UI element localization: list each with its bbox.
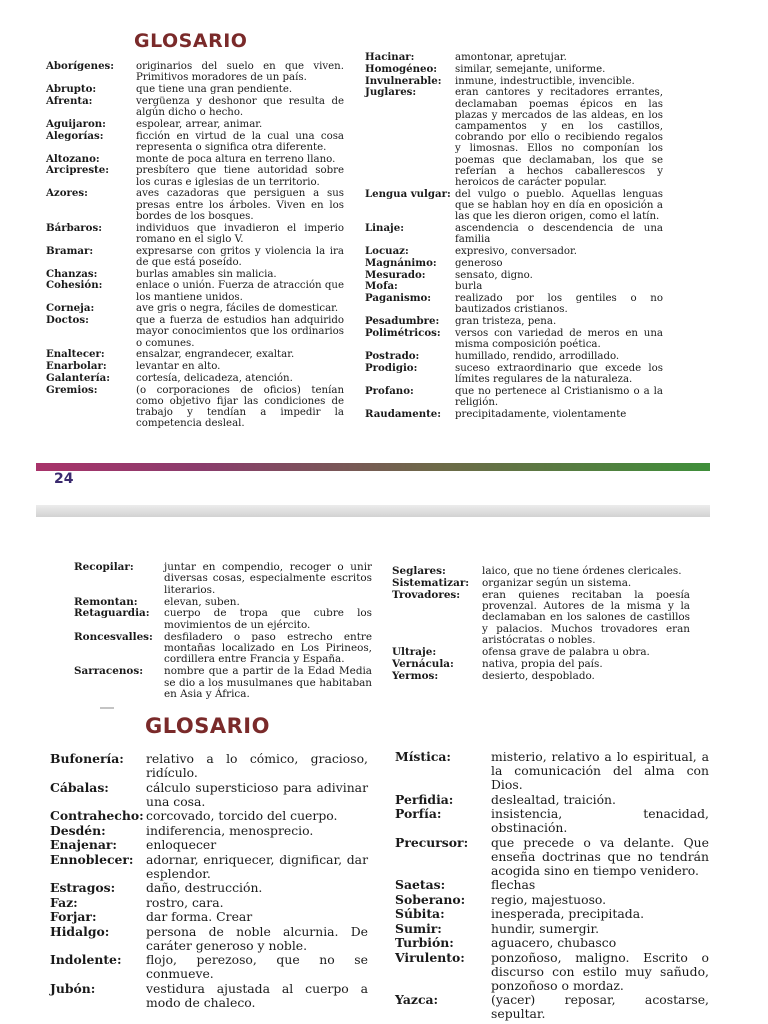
glossary-term: Chanzas: bbox=[46, 267, 98, 280]
glossary-list-page2b-right bbox=[395, 750, 709, 1022]
glossary-definition: individuos que invadieron el imperio romano en el siglo V. bbox=[136, 222, 344, 245]
glossary-definition: misterio, relativo a lo espiritual, a la comunicación del alma con Dios. bbox=[491, 749, 709, 792]
glossary-entry bbox=[46, 269, 344, 280]
glossary-entry bbox=[46, 246, 344, 268]
glossary-entry bbox=[365, 270, 663, 281]
glossary-term: Galantería: bbox=[46, 371, 110, 384]
glossary-definition: (yacer) reposar, acostarse, sepultar. bbox=[491, 992, 709, 1021]
glossary-term: Homogéneo: bbox=[365, 62, 438, 75]
glossary-term: Yazca: bbox=[395, 992, 439, 1007]
glossary-definition: generoso bbox=[455, 257, 503, 269]
glossary-term: Mística: bbox=[395, 749, 451, 764]
glossary-entry bbox=[395, 951, 709, 993]
glossary-term: Bufonería: bbox=[50, 751, 124, 766]
glossary-definition: aguacero, chubasco bbox=[491, 935, 617, 950]
glossary-term: Profano: bbox=[365, 384, 414, 397]
glossary-list-page2a-left bbox=[74, 562, 372, 701]
glossary-entry bbox=[46, 280, 344, 302]
glossary-definition: levantar en alto. bbox=[136, 361, 221, 373]
glossary-term: Porfía: bbox=[395, 806, 442, 821]
glossary-term: Precursor: bbox=[395, 834, 469, 850]
glossary-entry bbox=[365, 76, 663, 87]
glossary-definition: ascendencia o descendencia de una familia bbox=[455, 223, 663, 246]
glossary-definition: expresivo, conversador. bbox=[455, 246, 578, 258]
glossary-definition: versos con variedad de meros en una misma composición poética. bbox=[455, 328, 663, 351]
glossary-definition: cortesía, delicadeza, atención. bbox=[136, 372, 293, 384]
glossary-entry bbox=[365, 246, 663, 257]
glossary-term: Mofa: bbox=[365, 280, 398, 293]
glossary-definition: enloquecer bbox=[146, 837, 217, 852]
glossary-definition: del vulgo o pueblo. Aquellas lenguas que se hablan hoy en día en oposición a las que les dieron origen, como el latín. bbox=[455, 188, 663, 223]
glossary-definition: ave gris o negra, fáciles de domesticar. bbox=[136, 303, 339, 315]
glossary-term: Hacinar: bbox=[365, 51, 415, 63]
glossary-entry bbox=[46, 131, 344, 153]
glossary-term: Lengua vulgar: bbox=[365, 187, 451, 200]
glossary-list-page2b-left bbox=[50, 752, 368, 1010]
glossary-definition: juntar en compendio, recoger o unir diversas cosas, especialmente escritos literarios. bbox=[164, 561, 372, 596]
glossary-definition: realizado por los gentiles o no bautizados cristianos. bbox=[455, 293, 663, 316]
glossary-entry bbox=[74, 632, 372, 666]
glossary-term: Indolente: bbox=[50, 952, 122, 967]
glossary-entry bbox=[365, 351, 663, 362]
glossary-entry bbox=[50, 809, 368, 823]
glossary-definition: sensato, digno. bbox=[455, 269, 533, 281]
glossary-entry bbox=[74, 597, 372, 608]
glossary-entry bbox=[365, 293, 663, 315]
glossary-definition: desierto, despoblado. bbox=[482, 669, 595, 682]
glossary-entry bbox=[395, 750, 709, 792]
glossary-entry bbox=[50, 752, 368, 780]
glossary-entry bbox=[392, 671, 690, 682]
page-number: 24 bbox=[54, 471, 74, 487]
glossary-entry bbox=[395, 936, 709, 950]
glossary-term: Yermos: bbox=[392, 669, 439, 682]
glossary-definition: dar forma. Crear bbox=[146, 909, 253, 924]
glossary-definition: nombre que a partir de la Edad Media se dio a los musulmanes que habitaban en Asia y África. bbox=[164, 665, 372, 701]
glossary-term: Altozano: bbox=[46, 152, 100, 165]
glossary-term: Alegorías: bbox=[46, 129, 104, 142]
glossary-term: Súbita: bbox=[395, 906, 445, 921]
glossary-term: Bramar: bbox=[46, 244, 94, 257]
glossary-definition: aves cazadoras que persiguen a sus presas entre los árboles. Viven en los bordes de los bosques. bbox=[136, 188, 344, 222]
glossary-entry bbox=[365, 223, 663, 245]
glossary-term: Cohesión: bbox=[46, 279, 103, 292]
glossary-term: Pesadumbre: bbox=[365, 315, 440, 328]
glossary-definition: adornar, enriquecer, dignificar, dar esplendor. bbox=[146, 851, 368, 881]
glossary-term: Enaltecer: bbox=[46, 348, 105, 361]
glossary-list-page2a-right bbox=[392, 566, 690, 682]
glossary-definition: inesperada, precipitada. bbox=[491, 906, 645, 921]
glossary-term: Polimétricos: bbox=[365, 327, 441, 339]
glossary-entry bbox=[365, 64, 663, 75]
glossary-entry bbox=[392, 578, 690, 589]
glossary-title-page1: GLOSARIO bbox=[134, 30, 248, 52]
glossary-entry bbox=[50, 824, 368, 838]
glossary-term: Linaje: bbox=[365, 222, 404, 235]
glossary-term: Prodigio: bbox=[365, 361, 418, 374]
glossary-definition: rostro, cara. bbox=[146, 894, 224, 910]
glossary-entry bbox=[395, 907, 709, 921]
glossary-entry bbox=[46, 119, 344, 130]
glossary-definition: eran quienes recitaban la poesía provenzal. Autores de la misma y la declamaban en los salones de castillos y palacios. Muchos trovadores eran aristócratas o nobles. bbox=[482, 588, 690, 647]
glossary-entry bbox=[74, 562, 372, 596]
glossary-definition: ensalzar, engrandecer, exaltar. bbox=[136, 349, 295, 361]
glossary-entry bbox=[46, 303, 344, 314]
glossary-entry bbox=[50, 853, 368, 881]
glossary-term: Enarbolar: bbox=[46, 360, 107, 373]
glossary-term: Contrahecho: bbox=[50, 808, 144, 823]
glossary-definition: cálculo supersticioso para adivinar una cosa. bbox=[146, 779, 368, 809]
glossary-entry bbox=[50, 953, 368, 981]
glossary-definition: espolear, arrear, animar. bbox=[136, 118, 263, 130]
glossary-term: Sistematizar: bbox=[392, 576, 470, 589]
glossary-term: Ennoblecer: bbox=[50, 851, 134, 867]
glossary-entry bbox=[50, 881, 368, 895]
glossary-entry bbox=[365, 87, 663, 188]
glossary-definition: flojo, perezoso, que no se conmueve. bbox=[146, 952, 368, 981]
glossary-term: Doctos: bbox=[46, 314, 89, 327]
page-separator bbox=[36, 505, 710, 517]
glossary-entry bbox=[392, 647, 690, 658]
glossary-definition: que tiene una gran pendiente. bbox=[136, 84, 293, 95]
glossary-term: Abrupto: bbox=[46, 83, 97, 95]
glossary-definition: indiferencia, menosprecio. bbox=[146, 822, 314, 838]
glossary-entry bbox=[46, 385, 344, 430]
glossary-definition: amontonar, apretujar. bbox=[455, 52, 567, 63]
glossary-term: Paganismo: bbox=[365, 292, 432, 305]
glossary-entry bbox=[365, 52, 663, 63]
glossary-term: Trovadores: bbox=[392, 588, 461, 601]
glossary-entry bbox=[46, 315, 344, 349]
glossary-entry bbox=[365, 363, 663, 385]
glossary-definition: que precede o va delante. Que enseña doctrinas que no tendrán acogida sino en tiempo venidero. bbox=[491, 834, 709, 878]
glossary-definition: flechas bbox=[491, 877, 536, 892]
glossary-definition: gran tristeza, pena. bbox=[455, 316, 557, 328]
glossary-entry bbox=[365, 258, 663, 269]
glossary-title-page2: GLOSARIO bbox=[145, 714, 270, 738]
glossary-term: Afrenta: bbox=[46, 94, 93, 107]
glossary-entry bbox=[50, 925, 368, 953]
glossary-definition: que a fuerza de estudios han adquirido mayor conocimientos que los ordinarios o comunes. bbox=[136, 315, 344, 349]
glossary-definition: ficción en virtud de la cual una cosa representa o significa otra diferente. bbox=[136, 130, 344, 153]
glossary-term: Ultraje: bbox=[392, 646, 437, 659]
glossary-term: Soberano: bbox=[395, 891, 466, 907]
glossary-entry bbox=[395, 922, 709, 936]
glossary-term: Vernácula: bbox=[392, 657, 454, 670]
glossary-entry bbox=[46, 373, 344, 384]
glossary-definition: regio, majestuoso. bbox=[491, 891, 607, 907]
glossary-term: Turbión: bbox=[395, 935, 454, 950]
glossary-term: Perfidia: bbox=[395, 791, 454, 807]
glossary-definition: cuerpo de tropa que cubre los movimientos de un ejército. bbox=[164, 607, 372, 631]
glossary-entry bbox=[74, 666, 372, 700]
glossary-entry bbox=[50, 838, 368, 852]
glossary-entry bbox=[46, 61, 344, 83]
glossary-definition: persona de noble alcurnia. De caráter generoso y noble. bbox=[146, 923, 368, 953]
glossary-term: Remontan: bbox=[74, 595, 138, 608]
glossary-definition: burla bbox=[455, 281, 483, 293]
glossary-definition: suceso extraordinario que excede los límites regulares de la naturaleza. bbox=[455, 362, 663, 385]
glossary-entry bbox=[395, 893, 709, 907]
glossary-entry bbox=[46, 154, 344, 165]
glossary-entry bbox=[365, 409, 663, 420]
glossary-term: Arcipreste: bbox=[46, 164, 110, 177]
glossary-entry bbox=[395, 793, 709, 807]
glossary-term: Roncesvalles: bbox=[74, 630, 153, 643]
glossary-definition: daño, destrucción. bbox=[146, 880, 263, 895]
glossary-entry bbox=[365, 328, 663, 350]
glossary-definition: burlas amables sin malicia. bbox=[136, 268, 277, 280]
glossary-definition: originarios del suelo en que viven. Primitivos moradores de un país. bbox=[136, 61, 344, 84]
glossary-entry bbox=[46, 188, 344, 222]
glossary-entry bbox=[46, 361, 344, 372]
glossary-definition: laico, que no tiene órdenes clericales. bbox=[482, 565, 682, 577]
glossary-term: Corneja: bbox=[46, 302, 95, 315]
glossary-term: Sumir: bbox=[395, 920, 442, 936]
glossary-entry bbox=[46, 165, 344, 187]
glossary-entry bbox=[50, 896, 368, 910]
glossary-term: Magnánimo: bbox=[365, 256, 437, 269]
glossary-definition: precipitadamente, violentamente bbox=[455, 408, 627, 420]
glossary-definition: que no pertenece al Cristianismo o a la religión. bbox=[455, 385, 663, 408]
glossary-definition: expresarse con gritos y violencia la ira de que está poseído. bbox=[136, 245, 344, 268]
glossary-term: Recopilar: bbox=[74, 561, 134, 573]
glossary-definition: inmune, indestructible, invencible. bbox=[455, 75, 635, 87]
glossary-term: Seglares: bbox=[392, 565, 446, 577]
glossary-list-page1-left bbox=[46, 61, 344, 430]
glossary-term: Aborígenes: bbox=[46, 60, 115, 72]
glossary-entry bbox=[395, 878, 709, 892]
glossary-definition: ponzoñoso, maligno. Escrito o discurso con estilo muy sañudo, ponzoñoso o mordaz. bbox=[491, 949, 709, 993]
glossary-entry bbox=[365, 281, 663, 292]
glossary-entry bbox=[395, 807, 709, 835]
glossary-entry bbox=[50, 982, 368, 1010]
glossary-term: Retaguardia: bbox=[74, 607, 150, 620]
glossary-definition: elevan, suben. bbox=[164, 595, 240, 608]
glossary-term: Raudamente: bbox=[365, 407, 442, 420]
glossary-term: Jubón: bbox=[50, 980, 96, 996]
glossary-term: Locuaz: bbox=[365, 245, 409, 258]
glossary-definition: relativo a lo cómico, gracioso, ridículo. bbox=[146, 751, 368, 780]
glossary-definition: (o corporaciones de oficios) tenían como objetivo fijar las condiciones de trabajo y tendían a impedir la competencia desleal. bbox=[136, 384, 344, 430]
glossary-entry bbox=[392, 590, 690, 647]
glossary-definition: enlace o unión. Fuerza de atracción que los mantiene unidos. bbox=[136, 280, 344, 303]
glossary-definition: hundir, sumergir. bbox=[491, 920, 600, 936]
glossary-term: Azores: bbox=[46, 187, 88, 200]
glossary-definition: insistencia, tenacidad, obstinación. bbox=[491, 806, 709, 835]
glossary-definition: nativa, propia del país. bbox=[482, 657, 603, 670]
glossary-term: Gremios: bbox=[46, 383, 98, 396]
glossary-term: Estragos: bbox=[50, 880, 116, 895]
glossary-entry bbox=[46, 84, 344, 95]
glossary-entry bbox=[365, 316, 663, 327]
glossary-term: Saetas: bbox=[395, 877, 446, 892]
glossary-entry bbox=[395, 993, 709, 1021]
glossary-entry bbox=[50, 910, 368, 924]
glossary-entry bbox=[46, 349, 344, 360]
glossary-entry bbox=[46, 96, 344, 118]
glossary-definition: vestidura ajustada al cuerpo a modo de chaleco. bbox=[146, 980, 368, 1010]
glossary-definition: vergüenza y deshonor que resulta de algún dicho o hecho. bbox=[136, 95, 344, 118]
glossary-definition: eran cantores y recitadores errantes, declamaban poemas épicos en las plazas y mercados de las aldeas, en los campamentos y en los castillos, cobrando por ello o recibiendo regalos y limosnas. Ellos no componían los poemas que declamaban, los que se referían a hechos caballerescos y heroicos de carácter popular. bbox=[455, 87, 663, 189]
glossary-entry bbox=[395, 836, 709, 878]
glossary-definition: organizar según un sistema. bbox=[482, 576, 632, 589]
glossary-term: Mesurado: bbox=[365, 268, 426, 281]
glossary-term: Forjar: bbox=[50, 909, 97, 924]
glossary-entry bbox=[365, 189, 663, 223]
glossary-term: Postrado: bbox=[365, 350, 420, 362]
glossary-term: Bárbaros: bbox=[46, 221, 102, 234]
glossary-definition: corcovado, torcido del cuerpo. bbox=[146, 808, 338, 823]
glossary-term: Juglares: bbox=[365, 86, 417, 99]
glossary-entry bbox=[46, 223, 344, 245]
glossary-definition: desfiladero o paso estrecho entre montañas localizado en Los Pirineos, cordillera entre Francia y España. bbox=[164, 630, 372, 666]
glossary-definition: ofensa grave de palabra u obra. bbox=[482, 646, 650, 659]
glossary-term: Aguijaron: bbox=[46, 117, 106, 130]
glossary-definition: monte de poca altura en terreno llano. bbox=[136, 153, 336, 165]
glossary-entry bbox=[392, 659, 690, 670]
glossary-term: Desdén: bbox=[50, 822, 106, 838]
glossary-entry bbox=[392, 566, 690, 577]
glossary-term: Faz: bbox=[50, 894, 78, 910]
scan-mark bbox=[100, 707, 114, 709]
glossary-term: Cábalas: bbox=[50, 779, 109, 795]
glossary-term: Virulento: bbox=[395, 949, 465, 965]
glossary-entry bbox=[50, 781, 368, 809]
glossary-definition: similar, semejante, uniforme. bbox=[455, 63, 606, 75]
glossary-term: Invulnerable: bbox=[365, 74, 442, 87]
glossary-definition: humillado, rendido, arrodillado. bbox=[455, 351, 620, 362]
glossary-entry bbox=[74, 608, 372, 631]
glossary-definition: deslealtad, traición. bbox=[491, 791, 616, 807]
glossary-term: Hidalgo: bbox=[50, 923, 110, 939]
glossary-term: Enajenar: bbox=[50, 837, 117, 852]
glossary-definition: presbítero que tiene autoridad sobre los curas e iglesias de un territorio. bbox=[136, 165, 344, 188]
glossary-list-page1-right bbox=[365, 52, 663, 421]
glossary-term: Sarracenos: bbox=[74, 665, 144, 678]
page-divider-bar bbox=[36, 463, 710, 471]
glossary-entry bbox=[365, 386, 663, 408]
